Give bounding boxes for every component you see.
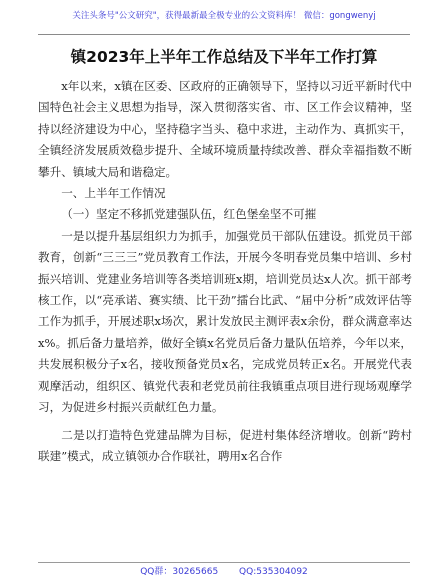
document-body	[38, 76, 412, 467]
document-title: 镇2023年上半年工作总结及下半年工作打算	[70, 48, 378, 66]
body-paragraph: 二是以打造特色党建品牌为目标，促进村集体经济增收。创新“跨村联建”模式，成立镇领办合作联社，聘用x名合作	[38, 427, 412, 463]
section-heading: 一、上半年工作情况	[61, 186, 166, 201]
intro-paragraph: x年以来，x镇在区委、区政府的正确领导下，坚持以习近平新时代中国特色社会主义思想为指导，深入贯彻落实省、市、区工作会议精神，坚持以经济建设为中心，坚持稳字当头、稳中求进，主动作为、真抓实干，全镇经济发展质效稳步提升、全域环境质量持续改善、群众幸福指数不断攀升、镇域大局和谐稳定。	[38, 79, 412, 179]
body-paragraph: 一是以提升基层组织力为抓手，加强党员干部队伍建设。抓党员干部教育，创新“三三三”党员教育工作法，开展今冬明春党员集中培训、乡村振兴培训、党建业务培训等各类培训班x期，培训党员达x人次。抓干部考核工作，以“亮承诺、赛实绩、比干劲”擂台比武、“届中分析”成效评估等工作为抓手，开展述职x场次，累计发放民主测评表x余份，群众满意率达x%。抓后备力量培养，做好全镇x名党员后备力量队伍培养，今年以来，共发展积极分子x名，接收预备党员x名，完成党员转正x名。开展党代表观摩活动，组织区、镇党代表和老党员前往我镇重点项目进行现场观摩学习，为促进乡村振兴贡献红色力量。	[38, 228, 412, 415]
subsection-heading: （一）坚定不移抓党建强队伍，红色堡垒坚不可摧	[61, 207, 317, 222]
footer-divider	[38, 562, 410, 563]
footer-contact	[0, 566, 448, 578]
footer-qq-number: QQ:535304092	[239, 567, 308, 577]
header-divider	[38, 34, 410, 35]
header-banner: 关注头条号"公文研究"，获得最新最全极专业的公文资料库！ 微信：gongwenyj	[72, 11, 376, 21]
footer-qq-group: QQ群：30265665	[140, 567, 219, 577]
